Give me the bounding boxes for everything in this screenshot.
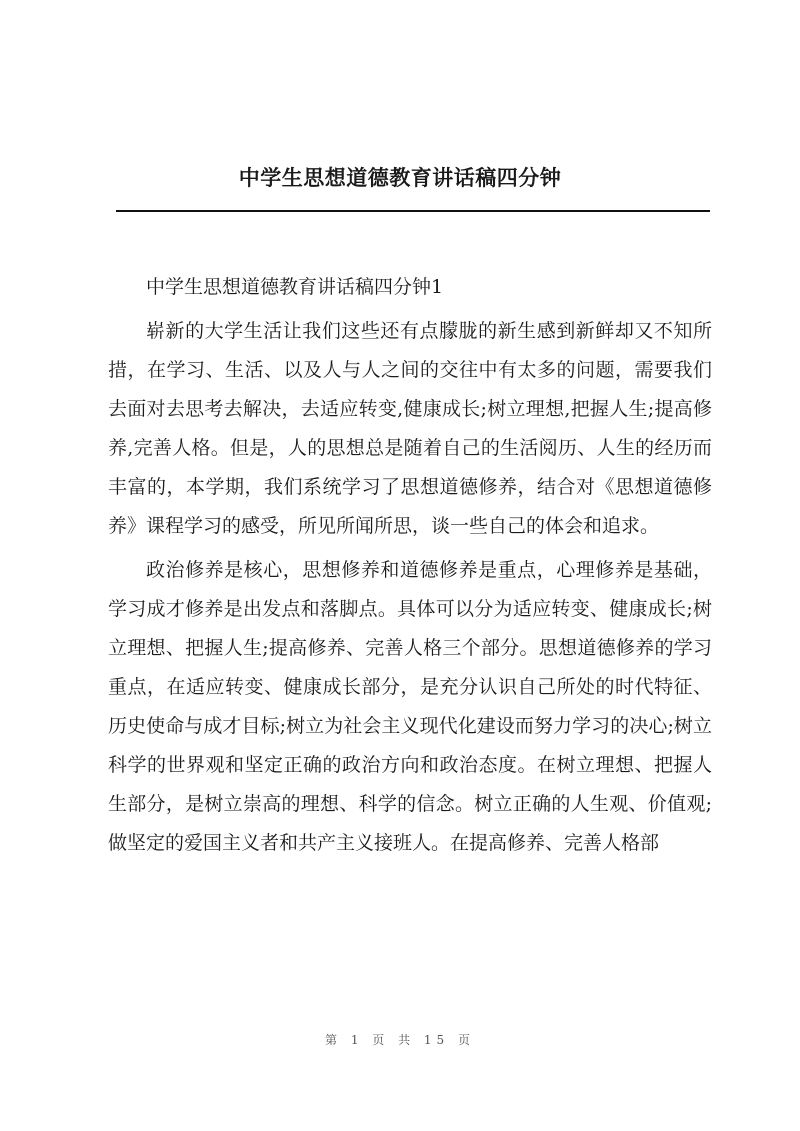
body-paragraph: 崭新的大学生活让我们这些还有点朦胧的新生感到新鲜却又不知所措，在学习、生活、以及人与人之间的交往中有太多的问题，需要我们去面对去思考去解决，去适应转变,健康成长;树立理想,把握人生;提高修养,完善人格。但是，人的思想总是随着自己的生活阅历、人生的经历而丰富的，本学期，我们系统学习了思想道德修养，结合对《思想道德修养》课程学习的感受，所见所闻所思，谈一些自己的体会和追求。	[108, 320, 712, 537]
section-heading: 中学生思想道德教育讲话稿四分钟1	[146, 276, 444, 298]
body-paragraph: 政治修养是核心，思想修养和道德修养是重点，心理修养是基础，学习成才修养是出发点和落脚点。具体可以分为适应转变、健康成长;树立理想、把握人生;提高修养、完善人格三个部分。思想道德修养的学习重点，在适应转变、健康成长部分，是充分认识自己所处的时代特征、历史使命与成才目标;树立为社会主义现代化建设而努力学习的决心;树立科学的世界观和坚定正确的政治方向和政治态度。在树立理想、把握人生部分，是树立崇高的理想、科学的信念。树立正确的人生观、价值观;做坚定的爱国主义者和共产主义接班人。在提高修养、完善人格部	[108, 559, 712, 854]
title-divider	[116, 210, 710, 212]
document-body	[108, 268, 712, 868]
document-title: 中学生思想道德教育讲话稿四分钟	[238, 165, 562, 190]
page-footer: 第 1 页 共 15 页	[325, 1033, 475, 1047]
